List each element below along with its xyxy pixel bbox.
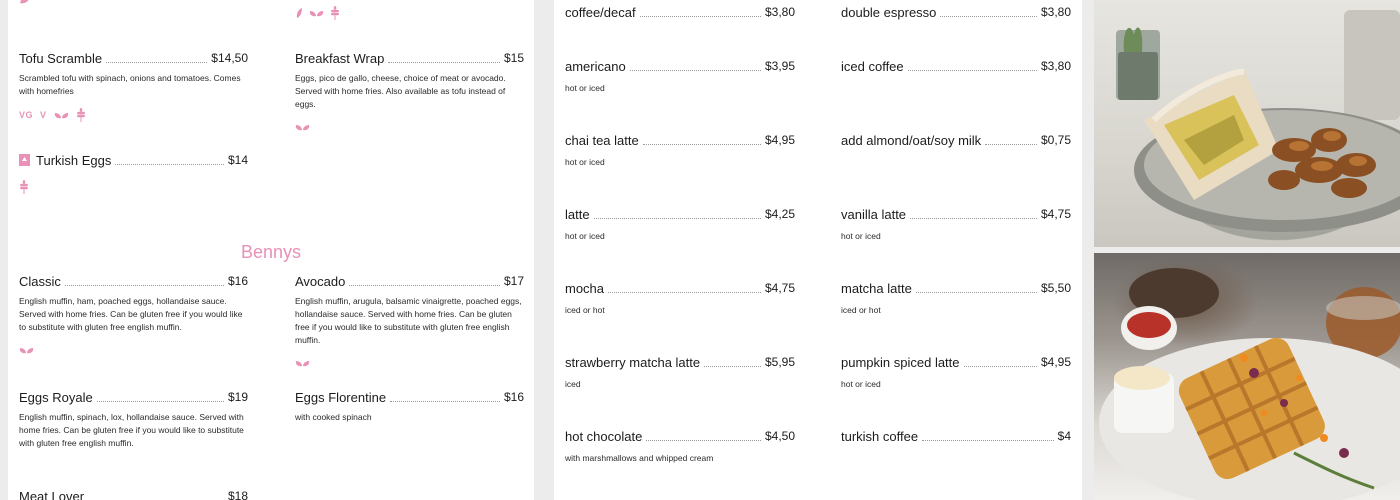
drink-item [841, 133, 1071, 148]
drink-price: $5,95 [764, 355, 795, 369]
double-leaf-icon [19, 345, 34, 355]
leaf-icon [295, 7, 303, 19]
dotted-leader [630, 69, 761, 71]
item-description: Scrambled tofu with spinach, onions and tomatoes. Comes with homefries [19, 73, 241, 96]
menu-item [295, 51, 524, 134]
drink-description: hot or iced [841, 231, 881, 241]
bookmark-icon [19, 154, 30, 166]
item-description: Eggs, pico de gallo, cheese, choice of meat or avocado. Served with home fries. Also available as tofu instead of eggs. [295, 73, 506, 109]
item-name: Eggs Florentine [295, 390, 387, 405]
leaf-icon [18, 0, 32, 10]
drink-price: $4,50 [764, 429, 795, 443]
double-leaf-icon [54, 110, 69, 120]
dotted-leader [922, 439, 1054, 441]
dotted-leader [594, 217, 761, 219]
double-leaf-icon [309, 8, 324, 18]
dotted-leader [643, 143, 761, 145]
item-name: Turkish Eggs [36, 153, 112, 168]
item-price: $14,50 [211, 51, 248, 65]
dotted-leader [349, 284, 500, 286]
menu-item [295, 274, 524, 370]
menu-item [295, 390, 524, 424]
dietary-badges [19, 343, 248, 357]
drink-item [565, 429, 795, 465]
drink-item [841, 59, 1071, 74]
item-name: Avocado [295, 274, 346, 289]
dotted-leader [115, 163, 224, 165]
item-name: Meat Lover [19, 489, 85, 500]
drink-price: $4,75 [1040, 207, 1071, 221]
item-description: English muffin, ham, poached eggs, hollandaise sauce. Served with home fries. Can be gluten free if you would like to substitute with gluten free english muffin. [19, 296, 243, 332]
drink-item [565, 5, 795, 20]
drink-name: americano [565, 59, 626, 74]
drink-description: hot or iced [841, 379, 881, 389]
drink-name: hot chocolate [565, 429, 643, 444]
drink-price: $4,95 [1040, 355, 1071, 369]
item-description: with cooked spinach [295, 412, 372, 422]
item-price: $19 [227, 390, 248, 404]
drink-item [565, 355, 795, 391]
drink-price: $3,95 [764, 59, 795, 73]
drink-description: with marshmallows and whipped cream [565, 453, 714, 463]
dotted-leader [608, 291, 761, 293]
double-leaf-icon [295, 122, 310, 132]
dotted-leader [964, 365, 1037, 367]
item-price: $16 [227, 274, 248, 288]
top-badges [295, 6, 340, 20]
drink-name: turkish coffee [841, 429, 919, 444]
menu-item [19, 274, 248, 357]
dotted-leader [910, 217, 1037, 219]
section-title: Bennys [240, 242, 302, 262]
item-price: $15 [503, 51, 524, 65]
breakfast-wrap-photo [1094, 0, 1400, 247]
drink-item [565, 133, 795, 169]
menu-item [19, 51, 248, 122]
dotted-leader [390, 400, 500, 402]
dietary-badges [19, 108, 248, 122]
wheat-icon [330, 6, 340, 20]
drink-price: $0,75 [1040, 133, 1071, 147]
item-name: Eggs Royale [19, 390, 93, 405]
item-name: Classic [19, 274, 61, 289]
dotted-leader [940, 15, 1037, 17]
dotted-leader [646, 439, 761, 441]
drink-name: add almond/oat/soy milk [841, 133, 982, 148]
vegetarian-badge: V [40, 110, 47, 120]
drink-item [565, 207, 795, 243]
wheat-icon [76, 108, 86, 122]
drink-name: coffee/decaf [565, 5, 636, 20]
drink-description: iced or hot [841, 305, 881, 315]
drink-name: pumpkin spiced latte [841, 355, 960, 370]
dotted-leader [388, 61, 500, 63]
dotted-leader [908, 69, 1037, 71]
food-menu-panel [8, 0, 534, 500]
dotted-leader [640, 15, 761, 17]
drink-description: iced [565, 379, 581, 389]
drink-description: iced or hot [565, 305, 605, 315]
item-price: $18 [227, 489, 248, 500]
item-price: $16 [503, 390, 524, 404]
drink-item [841, 281, 1071, 317]
drinks-menu-panel [554, 0, 1082, 500]
drink-item [841, 355, 1071, 391]
item-price: $17 [503, 274, 524, 288]
waffle-photo [1094, 253, 1400, 500]
drink-description: hot or iced [565, 157, 605, 167]
drink-name: double espresso [841, 5, 937, 20]
drink-item [841, 5, 1071, 20]
item-description: English muffin, arugula, balsamic vinaigrette, poached eggs, hollandaise sauce. Served with home fries. Can be gluten free if you would like to substitute with gluten free english muffin. [295, 296, 522, 345]
wheat-icon [19, 180, 29, 194]
drink-price: $3,80 [1040, 5, 1071, 19]
item-name: Breakfast Wrap [295, 51, 385, 66]
drink-item [565, 59, 795, 95]
vegan-badge: VG [19, 110, 34, 120]
drink-price: $4,95 [764, 133, 795, 147]
drink-description: hot or iced [565, 83, 605, 93]
double-leaf-icon [295, 358, 310, 368]
drink-item [565, 281, 795, 317]
dotted-leader [106, 61, 207, 63]
drink-name: iced coffee [841, 59, 904, 74]
drink-price: $4,75 [764, 281, 795, 295]
item-price: $14 [227, 153, 248, 167]
dotted-leader [916, 291, 1037, 293]
dotted-leader [985, 143, 1037, 145]
menu-item [19, 390, 248, 450]
drink-item [841, 429, 1071, 444]
drink-price: $4 [1057, 429, 1071, 443]
dotted-leader [65, 284, 224, 286]
drink-price: $5,50 [1040, 281, 1071, 295]
dotted-leader [97, 400, 224, 402]
drink-item [841, 207, 1071, 243]
drink-name: vanilla latte [841, 207, 907, 222]
drink-name: mocha [565, 281, 605, 296]
dietary-badges [19, 180, 248, 194]
drink-name: matcha latte [841, 281, 912, 296]
item-description: English muffin, spinach, lox, hollandaise sauce. Served with home fries. Can be gluten free if you would like to substitute with gluten free english muffin. [19, 412, 244, 448]
drink-price: $3,80 [764, 5, 795, 19]
menu-item [19, 153, 248, 194]
item-name: Tofu Scramble [19, 51, 103, 66]
drink-price: $4,25 [764, 207, 795, 221]
drink-name: chai tea latte [565, 133, 639, 148]
dietary-badges [295, 120, 524, 134]
drink-name: latte [565, 207, 590, 222]
drink-name: strawberry matcha latte [565, 355, 701, 370]
dietary-badges [295, 356, 524, 370]
dotted-leader [704, 365, 761, 367]
menu-item [19, 489, 248, 500]
drink-price: $3,80 [1040, 59, 1071, 73]
drink-description: hot or iced [565, 231, 605, 241]
